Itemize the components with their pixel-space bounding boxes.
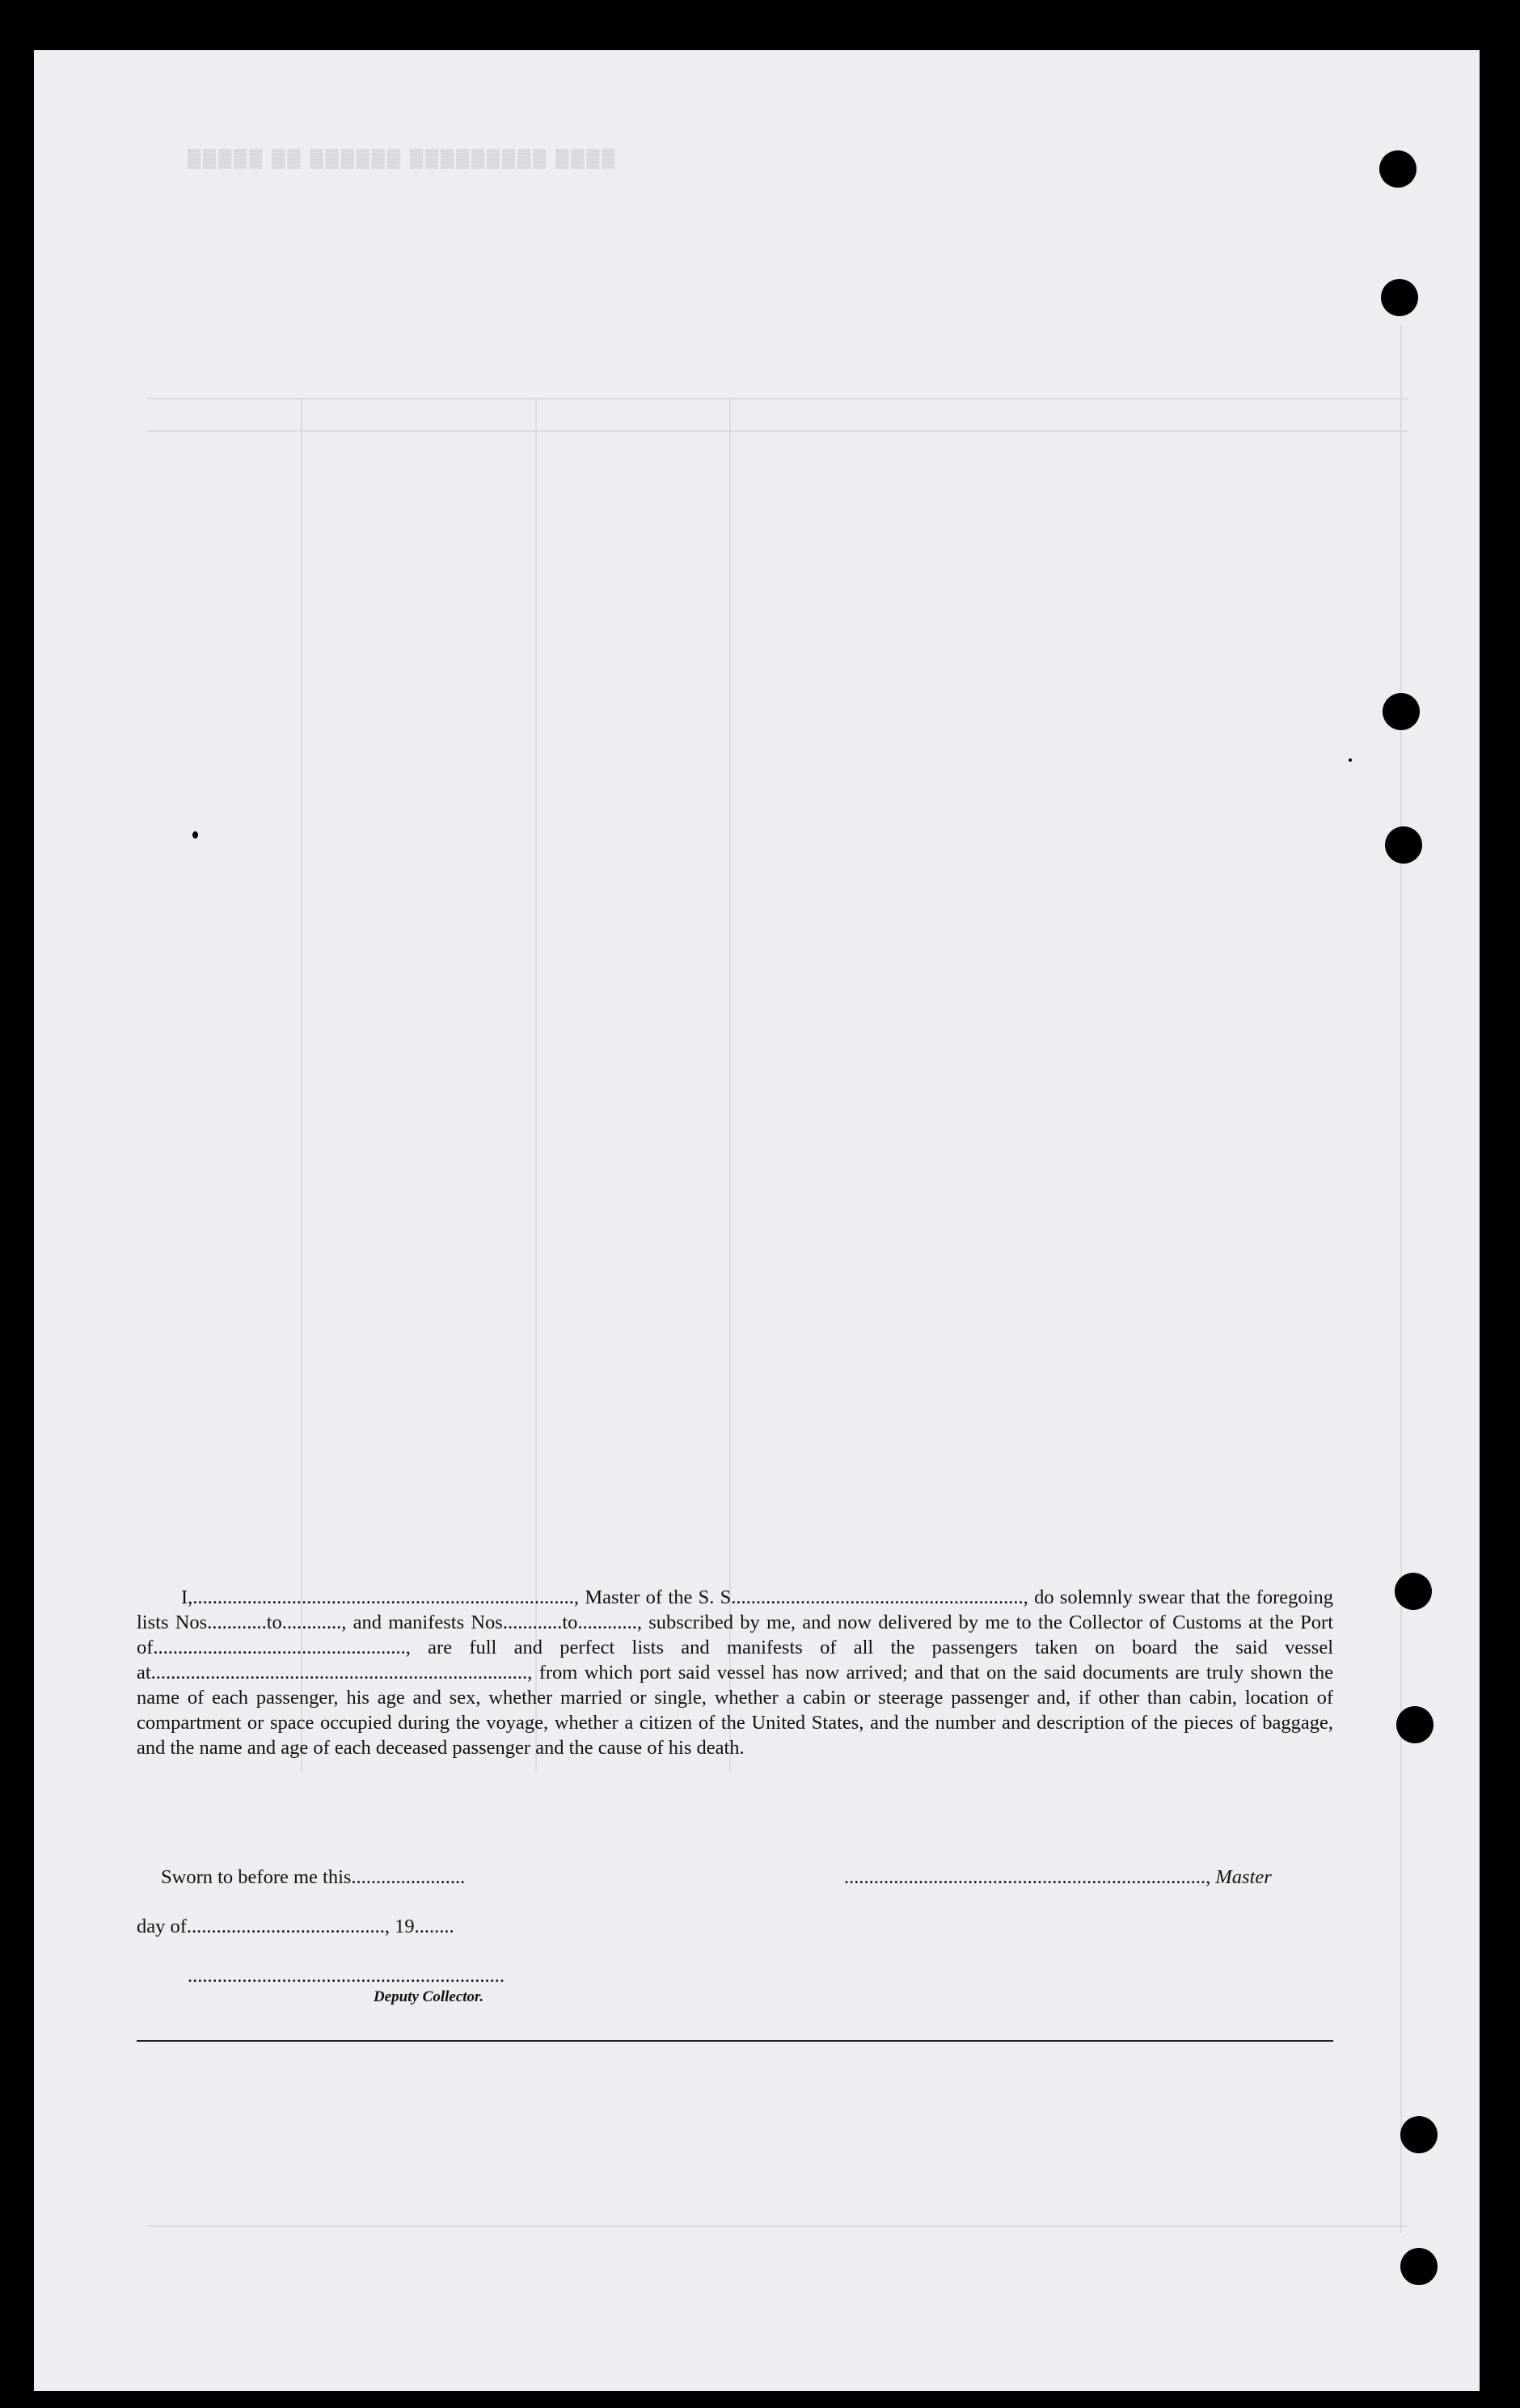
speck — [1349, 758, 1352, 762]
punch-hole — [1385, 826, 1422, 864]
punch-hole — [1400, 2248, 1438, 2285]
punch-hole — [1395, 1573, 1432, 1610]
speck — [192, 831, 198, 839]
sworn-before-line: Sworn to before me this....................... — [161, 1866, 466, 1888]
bleed-through-line — [301, 398, 302, 1772]
punch-hole — [1400, 2116, 1438, 2153]
master-signature-line — [844, 1866, 1272, 1889]
bleed-through-line — [535, 398, 537, 1772]
bleed-through-line — [147, 430, 1408, 432]
bleed-through-line — [147, 398, 1408, 399]
punch-hole — [1383, 693, 1420, 730]
bottom-rule — [137, 2040, 1333, 2042]
bleed-through-line — [1400, 325, 1402, 2233]
bleed-through-line — [729, 398, 731, 1772]
bleed-through-text: ▓▓▓▓▓ ▓▓ ▓▓▓▓▓▓ ▓▓▓▓▓▓▓▓▓ ▓▓▓▓ — [188, 147, 618, 167]
deputy-collector-label: Deputy Collector. — [374, 1988, 484, 2005]
master-oath-paragraph — [137, 1585, 1333, 1760]
bleed-through-line — [147, 2225, 1408, 2227]
document-page — [34, 50, 1480, 2391]
punch-hole — [1381, 279, 1418, 316]
punch-hole — [1379, 150, 1417, 188]
deputy-signature-line: ................................................................ — [188, 1965, 505, 1987]
oath-text: I,............................................................................., Master of the S. S..........................................................., do solemnly swear that the foregoing lists Nos............to............, and manifests Nos............to............, subscribed by me, and now delivered by me to the Collector of Customs at the Port of..................................................., are full and perfect lists and manifests of all the passengers taken on board the said vessel at............................................................................, from which port said vessel has now arrived; and that on the said documents are truly shown the name of each passenger, his age and sex, whether married or single, whether a cabin or steerage passenger and, if other than cabin, location of compartment or space occupied during the voyage, whether a citizen of the United States, and the number and description of the pieces of baggage, and the name and age of each deceased passenger and the cause of his death. — [137, 1586, 1333, 1759]
day-of-line: day of........................................, 19........ — [137, 1916, 454, 1937]
master-label: Master — [1215, 1866, 1272, 1888]
punch-hole — [1396, 1706, 1433, 1743]
master-signature-dots: ........................................................................., — [844, 1866, 1211, 1888]
